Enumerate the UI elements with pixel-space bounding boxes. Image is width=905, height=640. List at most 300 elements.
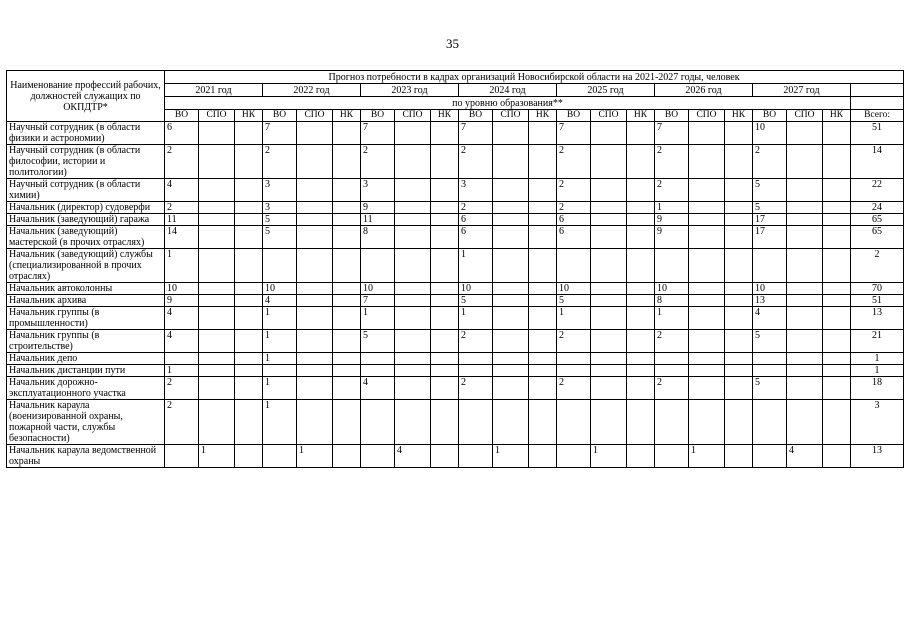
value-cell: [557, 400, 591, 445]
value-cell: [395, 307, 431, 330]
value-cell: [431, 249, 459, 283]
value-cell: [235, 295, 263, 307]
value-cell: 1: [493, 445, 529, 468]
value-cell: [493, 330, 529, 353]
value-cell: [529, 295, 557, 307]
value-cell: [823, 295, 851, 307]
profession-name: Научный сотрудник (в области химии): [7, 179, 165, 202]
value-cell: [787, 307, 823, 330]
value-cell: [725, 122, 753, 145]
value-cell: 5: [361, 330, 395, 353]
value-cell: [199, 145, 235, 179]
value-cell: [431, 283, 459, 295]
total-cell: 13: [851, 445, 904, 468]
value-cell: 2: [557, 202, 591, 214]
value-cell: [627, 330, 655, 353]
value-cell: [199, 214, 235, 226]
value-cell: [395, 122, 431, 145]
value-cell: [557, 353, 591, 365]
value-cell: [787, 377, 823, 400]
value-cell: [689, 249, 725, 283]
table-row: [7, 145, 904, 179]
value-cell: 2: [557, 330, 591, 353]
edu-level-nk: НК: [333, 110, 361, 122]
value-cell: [787, 179, 823, 202]
value-cell: [431, 122, 459, 145]
value-cell: [297, 226, 333, 249]
value-cell: [297, 295, 333, 307]
value-cell: [395, 353, 431, 365]
value-cell: [725, 179, 753, 202]
edu-level-nk: НК: [235, 110, 263, 122]
value-cell: [655, 353, 689, 365]
value-cell: [493, 122, 529, 145]
value-cell: 4: [165, 179, 199, 202]
profession-name: Начальник дорожно-эксплуатационного участка: [7, 377, 165, 400]
value-cell: [627, 400, 655, 445]
table-title: Прогноз потребности в кадрах организаций Новосибирской области на 2021-2027 годы, человек: [165, 71, 904, 84]
edu-level-vo: ВО: [557, 110, 591, 122]
edu-level-nk: НК: [725, 110, 753, 122]
value-cell: [823, 214, 851, 226]
value-cell: [493, 214, 529, 226]
value-cell: [627, 145, 655, 179]
value-cell: [823, 145, 851, 179]
value-cell: [361, 400, 395, 445]
profession-name: Начальник (заведующий) службы (специализированной в прочих отраслях): [7, 249, 165, 283]
edu-level-spo: СПО: [787, 110, 823, 122]
value-cell: [165, 353, 199, 365]
value-cell: 8: [361, 226, 395, 249]
profession-name: Начальник дистанции пути: [7, 365, 165, 377]
value-cell: [297, 365, 333, 377]
value-cell: 2: [459, 202, 493, 214]
value-cell: [823, 202, 851, 214]
value-cell: [529, 202, 557, 214]
total-cell: 3: [851, 400, 904, 445]
value-cell: 10: [753, 283, 787, 295]
value-cell: [787, 353, 823, 365]
value-cell: [165, 445, 199, 468]
value-cell: [591, 214, 627, 226]
value-cell: 2: [165, 145, 199, 179]
profession-name: Начальник караула ведомственной охраны: [7, 445, 165, 468]
value-cell: 8: [655, 295, 689, 307]
value-cell: [199, 202, 235, 214]
value-cell: [529, 145, 557, 179]
value-cell: [787, 145, 823, 179]
value-cell: [689, 226, 725, 249]
value-cell: [297, 145, 333, 179]
value-cell: [235, 307, 263, 330]
value-cell: [235, 145, 263, 179]
value-cell: [753, 249, 787, 283]
value-cell: 2: [557, 145, 591, 179]
value-cell: [823, 179, 851, 202]
value-cell: [753, 445, 787, 468]
value-cell: [529, 122, 557, 145]
value-cell: 4: [165, 330, 199, 353]
value-cell: [591, 330, 627, 353]
value-cell: [627, 122, 655, 145]
value-cell: [493, 307, 529, 330]
value-cell: 10: [557, 283, 591, 295]
value-cell: 2: [459, 145, 493, 179]
value-cell: 17: [753, 214, 787, 226]
total-cell: 51: [851, 295, 904, 307]
value-cell: [823, 377, 851, 400]
value-cell: [591, 377, 627, 400]
value-cell: 7: [655, 122, 689, 145]
value-cell: [431, 202, 459, 214]
value-cell: 4: [263, 295, 297, 307]
total-cell: 65: [851, 226, 904, 249]
value-cell: 1: [655, 202, 689, 214]
value-cell: [459, 353, 493, 365]
edu-level-spo: СПО: [591, 110, 627, 122]
value-cell: 3: [263, 179, 297, 202]
value-cell: [725, 295, 753, 307]
value-cell: [725, 145, 753, 179]
value-cell: [199, 400, 235, 445]
value-cell: [431, 365, 459, 377]
value-cell: [787, 202, 823, 214]
total-cell: 21: [851, 330, 904, 353]
value-cell: [529, 353, 557, 365]
value-cell: [361, 445, 395, 468]
value-cell: [235, 283, 263, 295]
value-cell: 2: [655, 145, 689, 179]
value-cell: [591, 365, 627, 377]
value-cell: 9: [361, 202, 395, 214]
value-cell: [725, 365, 753, 377]
value-cell: [395, 179, 431, 202]
value-cell: [395, 377, 431, 400]
value-cell: 2: [165, 400, 199, 445]
value-cell: [333, 400, 361, 445]
value-cell: [823, 400, 851, 445]
value-cell: [787, 122, 823, 145]
profession-name: Начальник караула (военизированной охраны, пожарной части, службы безопасности): [7, 400, 165, 445]
value-cell: [591, 226, 627, 249]
value-cell: 9: [655, 226, 689, 249]
value-cell: [725, 283, 753, 295]
value-cell: [395, 330, 431, 353]
profession-name: Начальник архива: [7, 295, 165, 307]
value-cell: [591, 249, 627, 283]
value-cell: [689, 400, 725, 445]
value-cell: [591, 283, 627, 295]
value-cell: 6: [557, 226, 591, 249]
year-header: 2023 год: [361, 84, 459, 97]
value-cell: [297, 179, 333, 202]
value-cell: [591, 353, 627, 365]
value-cell: [235, 226, 263, 249]
value-cell: [627, 226, 655, 249]
value-cell: [263, 249, 297, 283]
value-cell: [431, 445, 459, 468]
value-cell: 4: [395, 445, 431, 468]
value-cell: 1: [297, 445, 333, 468]
value-cell: [235, 445, 263, 468]
profession-name: Начальник (заведующий) гаража: [7, 214, 165, 226]
value-cell: [235, 377, 263, 400]
year-header: 2026 год: [655, 84, 753, 97]
value-cell: [361, 365, 395, 377]
value-cell: [493, 400, 529, 445]
value-cell: 11: [165, 214, 199, 226]
value-cell: 1: [557, 307, 591, 330]
value-cell: [333, 283, 361, 295]
value-cell: [333, 295, 361, 307]
value-cell: [725, 307, 753, 330]
value-cell: [431, 377, 459, 400]
value-cell: 11: [361, 214, 395, 226]
value-cell: [199, 307, 235, 330]
value-cell: 3: [263, 202, 297, 214]
value-cell: [395, 365, 431, 377]
value-cell: [627, 353, 655, 365]
value-cell: [689, 353, 725, 365]
value-cell: [395, 202, 431, 214]
value-cell: [333, 122, 361, 145]
value-cell: [627, 307, 655, 330]
edu-level-vo: ВО: [655, 110, 689, 122]
value-cell: [529, 214, 557, 226]
value-cell: [493, 179, 529, 202]
value-cell: [529, 249, 557, 283]
table-row: [7, 377, 904, 400]
value-cell: 6: [557, 214, 591, 226]
value-cell: [725, 202, 753, 214]
table-row: [7, 202, 904, 214]
value-cell: [333, 365, 361, 377]
value-cell: 5: [753, 179, 787, 202]
value-cell: 2: [557, 377, 591, 400]
value-cell: 2: [361, 145, 395, 179]
value-cell: [689, 377, 725, 400]
value-cell: 1: [459, 249, 493, 283]
value-cell: 2: [459, 377, 493, 400]
year-header: 2027 год: [753, 84, 851, 97]
total-cell: 24: [851, 202, 904, 214]
value-cell: 2: [655, 330, 689, 353]
value-cell: 2: [557, 179, 591, 202]
value-cell: [199, 330, 235, 353]
value-cell: [333, 307, 361, 330]
value-cell: 2: [165, 202, 199, 214]
table-row: [7, 179, 904, 202]
table-row: [7, 365, 904, 377]
value-cell: [823, 307, 851, 330]
value-cell: 2: [655, 377, 689, 400]
value-cell: [787, 365, 823, 377]
value-cell: 5: [459, 295, 493, 307]
value-cell: [431, 307, 459, 330]
value-cell: 1: [263, 307, 297, 330]
value-cell: [627, 249, 655, 283]
value-cell: 4: [753, 307, 787, 330]
value-cell: 1: [591, 445, 627, 468]
value-cell: 6: [165, 122, 199, 145]
name-column-header: Наименование профессий рабочих, должностей служащих по ОКПДТР*: [7, 71, 165, 122]
value-cell: [431, 226, 459, 249]
edu-level-nk: НК: [529, 110, 557, 122]
value-cell: 14: [165, 226, 199, 249]
edu-level-vo: ВО: [165, 110, 199, 122]
value-cell: [529, 445, 557, 468]
table-row: [7, 445, 904, 468]
value-cell: [689, 283, 725, 295]
value-cell: [787, 214, 823, 226]
header-row-title: [7, 71, 904, 84]
profession-name: Начальник (директор) судоверфи: [7, 202, 165, 214]
year-header: 2024 год: [459, 84, 557, 97]
page-number: 35: [446, 36, 459, 51]
total-cell: 65: [851, 214, 904, 226]
value-cell: [431, 214, 459, 226]
value-cell: [493, 226, 529, 249]
value-cell: [199, 353, 235, 365]
value-cell: [431, 330, 459, 353]
value-cell: 1: [361, 307, 395, 330]
value-cell: [823, 330, 851, 353]
value-cell: [689, 122, 725, 145]
value-cell: [297, 307, 333, 330]
value-cell: [493, 145, 529, 179]
table-row: [7, 249, 904, 283]
value-cell: 9: [655, 214, 689, 226]
total-header: Всего:: [851, 110, 904, 122]
value-cell: 10: [165, 283, 199, 295]
value-cell: [263, 445, 297, 468]
value-cell: [235, 353, 263, 365]
table-row: [7, 214, 904, 226]
value-cell: [591, 145, 627, 179]
value-cell: 2: [263, 145, 297, 179]
value-cell: [689, 330, 725, 353]
value-cell: [297, 330, 333, 353]
table-row: [7, 295, 904, 307]
value-cell: [787, 249, 823, 283]
profession-name: Начальник автоколонны: [7, 283, 165, 295]
value-cell: [235, 330, 263, 353]
value-cell: 7: [361, 122, 395, 145]
value-cell: [591, 202, 627, 214]
edu-level-nk: НК: [823, 110, 851, 122]
value-cell: [591, 295, 627, 307]
value-cell: [431, 295, 459, 307]
value-cell: [627, 445, 655, 468]
value-cell: [787, 283, 823, 295]
edu-level-header: по уровню образования**: [165, 97, 851, 110]
value-cell: [591, 179, 627, 202]
total-cell: 22: [851, 179, 904, 202]
value-cell: [493, 202, 529, 214]
value-cell: [333, 330, 361, 353]
value-cell: [689, 179, 725, 202]
value-cell: [753, 353, 787, 365]
total-cell: 1: [851, 365, 904, 377]
value-cell: [591, 400, 627, 445]
value-cell: [529, 330, 557, 353]
value-cell: 1: [165, 249, 199, 283]
value-cell: [689, 202, 725, 214]
value-cell: 10: [753, 122, 787, 145]
value-cell: [431, 353, 459, 365]
value-cell: [235, 214, 263, 226]
table-row: [7, 330, 904, 353]
value-cell: [297, 353, 333, 365]
profession-name: Начальник (заведующий) мастерской (в прочих отраслях): [7, 226, 165, 249]
value-cell: [493, 377, 529, 400]
value-cell: [333, 226, 361, 249]
value-cell: [725, 226, 753, 249]
value-cell: [235, 249, 263, 283]
value-cell: 1: [689, 445, 725, 468]
value-cell: 9: [165, 295, 199, 307]
total-cell: 51: [851, 122, 904, 145]
value-cell: [199, 295, 235, 307]
value-cell: 13: [753, 295, 787, 307]
value-cell: [823, 365, 851, 377]
value-cell: [493, 353, 529, 365]
value-cell: [627, 283, 655, 295]
value-cell: [297, 283, 333, 295]
value-cell: 10: [361, 283, 395, 295]
value-cell: 5: [557, 295, 591, 307]
value-cell: [297, 249, 333, 283]
value-cell: [199, 365, 235, 377]
value-cell: [361, 249, 395, 283]
value-cell: [725, 249, 753, 283]
forecast-table: [6, 70, 904, 468]
value-cell: [395, 145, 431, 179]
value-cell: [823, 249, 851, 283]
value-cell: [591, 307, 627, 330]
value-cell: 3: [361, 179, 395, 202]
value-cell: [263, 365, 297, 377]
value-cell: [459, 445, 493, 468]
value-cell: [725, 445, 753, 468]
value-cell: 5: [263, 226, 297, 249]
table-body: [7, 122, 904, 468]
value-cell: [361, 353, 395, 365]
value-cell: [725, 214, 753, 226]
value-cell: [627, 377, 655, 400]
value-cell: [689, 307, 725, 330]
value-cell: 3: [459, 179, 493, 202]
profession-name: Научный сотрудник (в области философии, истории и политологии): [7, 145, 165, 179]
value-cell: 1: [263, 353, 297, 365]
total-cell: 18: [851, 377, 904, 400]
value-cell: [395, 249, 431, 283]
value-cell: 1: [459, 307, 493, 330]
edu-level-header-blank: [851, 97, 904, 110]
value-cell: [199, 226, 235, 249]
value-cell: [235, 179, 263, 202]
total-cell: 14: [851, 145, 904, 179]
profession-name: Начальник депо: [7, 353, 165, 365]
value-cell: [655, 249, 689, 283]
value-cell: [627, 295, 655, 307]
value-cell: 5: [753, 202, 787, 214]
value-cell: [235, 365, 263, 377]
value-cell: [725, 400, 753, 445]
table-row: [7, 353, 904, 365]
value-cell: [235, 202, 263, 214]
value-cell: 17: [753, 226, 787, 249]
